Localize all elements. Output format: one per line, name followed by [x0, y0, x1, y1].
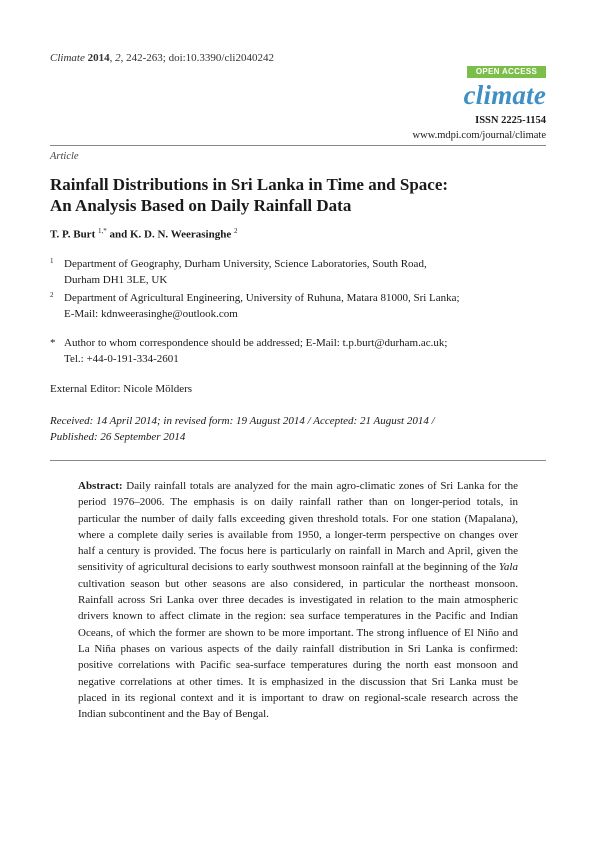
affiliation-2-line-1: Department of Agricultural Engineering, University of Ruhuna, Matara 81000, Sri Lanka; [64, 292, 460, 304]
affiliation-1-num: 1 [50, 257, 54, 265]
title-line-2: An Analysis Based on Daily Rainfall Data [50, 196, 352, 215]
author-2: K. D. N. Weerasinghe [129, 228, 232, 241]
citation-tail: , 242-263; doi:10.3390/cli2040242 [120, 52, 274, 64]
affiliation-1-line-1: Department of Geography, Durham University, Science Laboratories, South Road, [64, 258, 427, 270]
abstract-text-1: Daily rainfall totals are analyzed for the main agro-climatic zones of Sri Lanka for the period 1976–2006. The emphasis is on daily rainfall rather than on longer-period totals, in particular the number of daily falls exceeding given threshold totals. For one station (Mapalana), where a complete daily series is available from 1950, a longer-term perspective on changes over half a century is provided. The focus here is particularly on rainfall in March and April, given the sensitivity of agricultural decisions to early southwest monsoon rainfall at the beginning of the [78, 480, 518, 574]
author-1: T. P. Burt [50, 228, 96, 241]
authors [50, 227, 237, 241]
article-title [50, 174, 530, 216]
journal-short-name: Climate [50, 52, 85, 64]
dates-line-1: Received: 14 April 2014; in revised form: 19 August 2014 / Accepted: 21 August 2014 / [50, 415, 435, 427]
issn: ISSN 2225-1154 [475, 115, 546, 126]
journal-url[interactable]: www.mdpi.com/journal/climate [412, 130, 546, 141]
open-access-badge: OPEN ACCESS [467, 66, 546, 78]
abstract-italic-term: Yala [498, 561, 518, 574]
header-divider [50, 145, 546, 146]
external-editor: External Editor: Nicole Mölders [50, 383, 193, 395]
affiliation-1 [50, 256, 550, 288]
affiliation-2-num: 2 [50, 291, 54, 299]
abstract-divider [50, 460, 546, 461]
correspondence-line-1[interactable]: Author to whom correspondence should be addressed; E-Mail: t.p.burt@durham.ac.uk; [64, 337, 448, 349]
journal-logo: climate [463, 80, 546, 110]
title-line-1: Rainfall Distributions in Sri Lanka in Time and Space: [50, 175, 449, 194]
article-type: Article [50, 151, 79, 162]
citation-volume: 2 [115, 52, 121, 64]
abstract-text-2: cultivation season but other seasons are also considered, in particular the northeast monsoon. Rainfall across Sri Lanka over three decades is investigated in relation to the main atmospheric drivers known to affect climate in the region: sea surface temperatures in the Pacific and Indian Oceans, of which the former are shown to be more important. The strong influence of El Niño and La Niña phases on various aspects of the daily rainfall distribution in Sri Lanka is confirmed: positive correlations with Pacific sea-surface temperatures during the north east monsoon and negative correlations at other times. It is emphasized in the discussion that Sri Lanka must be placed in its regional context and it is important to draw on regional-scale research across the Indian subcontinent and the Bay of Bengal. [78, 577, 518, 721]
affiliation-2 [50, 290, 550, 322]
citation-line: Climate 2014, 2, 242-263; doi:10.3390/cli2040242 [50, 52, 274, 64]
abstract [78, 478, 518, 722]
affiliation-1-line-2: Durham DH1 3LE, UK [64, 274, 168, 286]
correspondence [50, 335, 550, 367]
publication-dates [50, 413, 550, 445]
author-1-sup: 1,* [97, 227, 107, 235]
dates-line-2: Published: 26 September 2014 [50, 431, 186, 443]
author-2-sup: 2 [233, 227, 238, 235]
correspondence-line-2: Tel.: +44-0-191-334-2601 [64, 353, 179, 365]
author-join: and [106, 228, 130, 241]
citation-year: 2014 [87, 52, 110, 64]
correspondence-star: * [50, 337, 56, 349]
affiliation-2-email[interactable]: E-Mail: kdnweerasinghe@outlook.com [64, 308, 238, 320]
abstract-label: Abstract: [78, 480, 123, 492]
